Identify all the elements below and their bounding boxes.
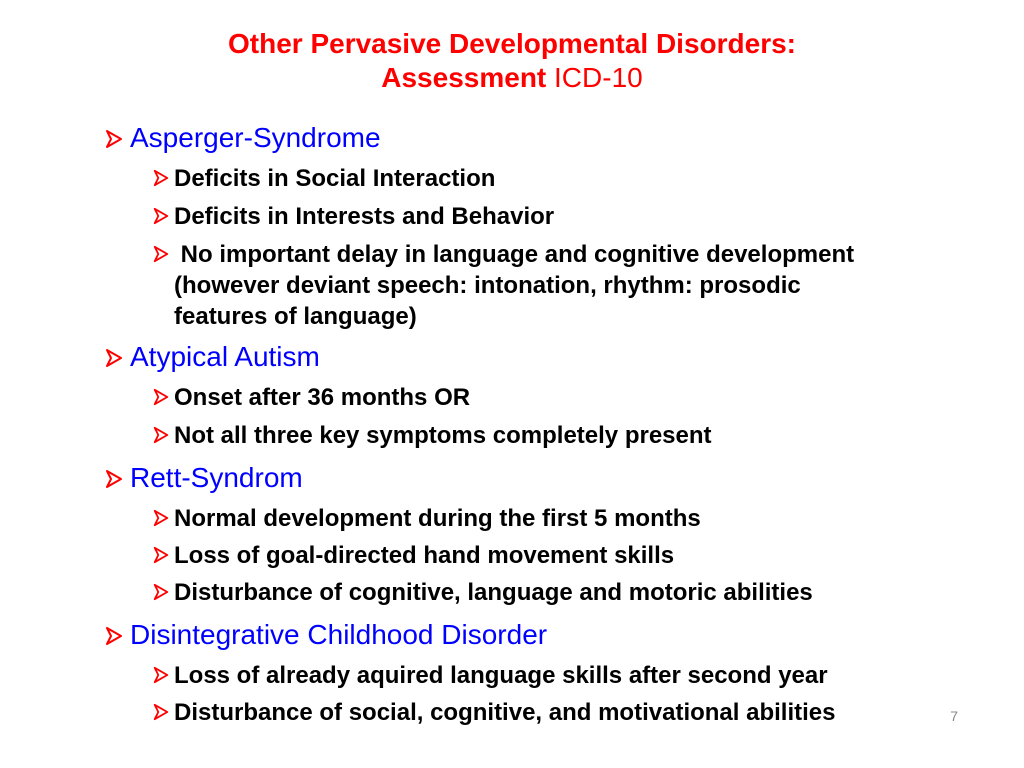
list-item bbox=[152, 540, 674, 571]
arrow-bullet-icon bbox=[152, 169, 174, 189]
list-item-text: Loss of goal-directed hand movement skills bbox=[174, 542, 675, 569]
section-heading bbox=[104, 122, 381, 154]
list-item bbox=[152, 503, 701, 534]
list-item bbox=[152, 577, 813, 608]
list-item-text: Loss of already aquired language skills after second year bbox=[174, 662, 828, 689]
arrow-bullet-icon bbox=[152, 388, 174, 408]
list-item bbox=[152, 420, 712, 451]
section-heading-text: Asperger-Syndrome bbox=[130, 122, 381, 153]
arrow-bullet-icon bbox=[152, 666, 174, 686]
arrow-bullet-icon bbox=[152, 703, 174, 723]
section-heading bbox=[104, 462, 303, 494]
list-item bbox=[152, 201, 554, 232]
title-line-1: Other Pervasive Developmental Disorders: bbox=[227, 28, 796, 59]
list-item-text: Disturbance of cognitive, language and motoric abilities bbox=[174, 579, 813, 606]
arrow-bullet-icon bbox=[104, 348, 130, 368]
list-item bbox=[152, 697, 835, 728]
section-heading-text: Disintegrative Childhood Disorder bbox=[130, 619, 548, 650]
title-assessment: Assessment bbox=[381, 62, 547, 93]
arrow-bullet-icon bbox=[104, 469, 130, 489]
arrow-bullet-icon bbox=[152, 509, 174, 529]
list-item-text: No important delay in language and cognitive development (however deviant speech: intonation, rhythm: prosodic features of language) bbox=[174, 241, 868, 330]
arrow-bullet-icon bbox=[152, 245, 174, 265]
title-icd: ICD-10 bbox=[546, 62, 643, 93]
arrow-bullet-icon bbox=[152, 207, 174, 227]
list-item bbox=[152, 163, 495, 194]
list-item bbox=[152, 660, 828, 691]
arrow-bullet-icon bbox=[152, 546, 174, 566]
list-item-text: Onset after 36 months OR bbox=[174, 384, 471, 411]
list-item bbox=[152, 382, 470, 413]
arrow-bullet-icon bbox=[152, 426, 174, 446]
section-heading bbox=[104, 619, 547, 651]
slide-number: 7 bbox=[950, 708, 958, 724]
list-item-text: Deficits in Social Interaction bbox=[174, 165, 496, 192]
section-heading-text: Atypical Autism bbox=[130, 341, 320, 372]
list-item-text: Normal development during the first 5 months bbox=[174, 505, 701, 532]
list-item-text: Disturbance of social, cognitive, and motivational abilities bbox=[174, 699, 836, 726]
section-heading bbox=[104, 341, 320, 373]
list-item bbox=[152, 239, 882, 332]
arrow-bullet-icon bbox=[152, 583, 174, 603]
list-item-text: Not all three key symptoms completely present bbox=[174, 422, 712, 449]
arrow-bullet-icon bbox=[104, 129, 130, 149]
section-heading-text: Rett-Syndrom bbox=[130, 462, 303, 493]
arrow-bullet-icon bbox=[104, 626, 130, 646]
list-item-text: Deficits in Interests and Behavior bbox=[174, 203, 555, 230]
